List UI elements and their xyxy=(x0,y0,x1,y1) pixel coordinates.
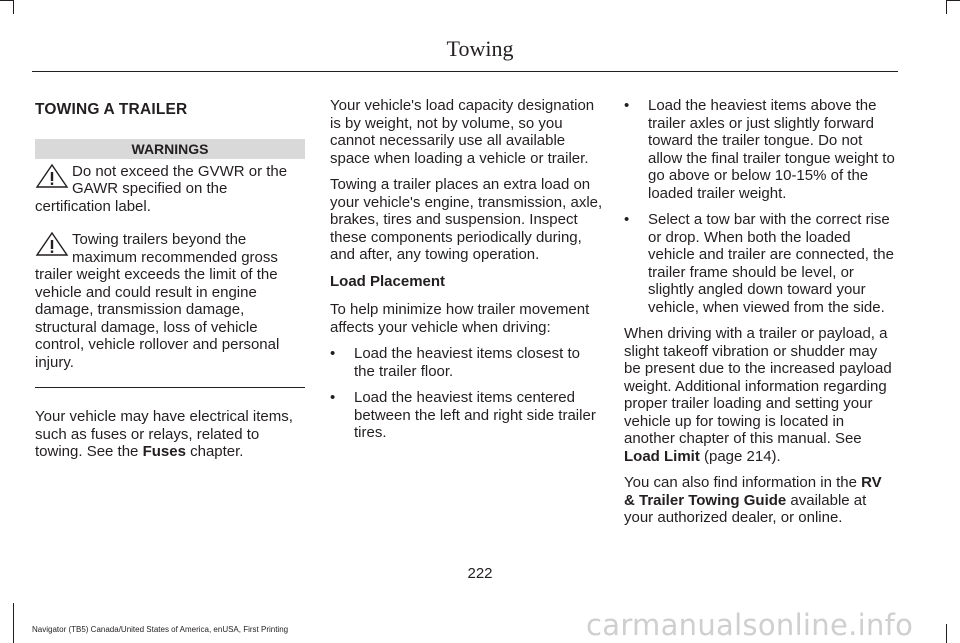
warning-block-2 xyxy=(35,231,305,371)
towing-guide-reference: RV & Trailer Towing Guide xyxy=(624,474,882,509)
page-number: 222 xyxy=(467,565,493,582)
page-header-title: Towing xyxy=(446,36,514,61)
warning-triangle-icon xyxy=(35,231,71,259)
section-title: TOWING A TRAILER xyxy=(35,101,188,118)
crop-mark xyxy=(946,624,947,643)
towing-guide-paragraph xyxy=(624,474,896,527)
extra-load-paragraph: Towing a trailer places an extra load on your vehicle's engine, transmission, axle, brakes, tires and suspension. Inspect these components periodically during, and after, any towing operation. xyxy=(330,176,603,263)
crop-mark xyxy=(13,0,14,14)
electrical-items-paragraph xyxy=(35,408,305,461)
warning-block-1 xyxy=(35,163,305,216)
load-placement-list xyxy=(330,345,603,442)
crop-mark xyxy=(946,0,960,1)
warning-text-2: Towing trailers beyond the maximum recommended gross trailer weight exceeds the limit of the vehicle and could result in engine damage, transmission damage, structural damage, loss of vehicle control, vehicle rollover and personal injury. xyxy=(35,231,280,371)
warning-triangle-icon xyxy=(35,163,71,191)
list-item: • Select a tow bar with the correct rise or drop. When both the loaded vehicle and trailer are connected, the trailer frame should be level, or slightly angled down toward your vehicle, when viewed from the side. xyxy=(624,211,896,316)
paragraph-text: chapter. xyxy=(185,443,244,460)
crop-mark xyxy=(13,603,14,643)
load-limit-reference: Load Limit xyxy=(624,447,700,465)
warnings-divider xyxy=(35,387,305,388)
watermark: carmanualsonline.info xyxy=(586,608,914,642)
column-left xyxy=(35,97,305,470)
paragraph-text: When driving with a trailer or payload, a slight takeoff vibration or shudder may be present due to the increased payload weight. Additional information regarding proper trailer loading and setting your vehicle up for towing is located in another chapter of this manual. See xyxy=(624,325,892,447)
paragraph-text: available at your authorized dealer, or online. xyxy=(624,491,867,526)
paragraph-text: (page 214). xyxy=(699,447,781,465)
list-item: • Load the heaviest items closest to the trailer floor. xyxy=(330,345,603,380)
paragraph-text: Your vehicle may have electrical items, such as fuses or relays, related to towing. See the xyxy=(35,408,293,460)
load-capacity-paragraph: Your vehicle's load capacity designation is by weight, not by volume, so you cannot necessarily use all available space when loading a vehicle or trailer. xyxy=(330,97,595,167)
trailer-movement-paragraph: To help minimize how trailer movement affects your vehicle when driving: xyxy=(330,301,590,336)
load-placement-list-continued xyxy=(624,97,896,316)
column-right xyxy=(624,97,896,536)
list-item: • Load the heaviest items above the trailer axles or just slightly forward toward the trailer tongue. Do not allow the final trailer tongue weight to go above or below 10-15% of the loaded trailer weight. xyxy=(624,97,896,202)
list-item: • Load the heaviest items centered between the left and right side trailer tires. xyxy=(330,389,603,442)
paragraph-text: You can also find information in the xyxy=(624,474,862,491)
crop-mark xyxy=(946,0,947,14)
edition-footer: Navigator (TB5) Canada/United States of America, enUSA, First Printing xyxy=(32,625,289,634)
header-divider xyxy=(32,71,898,72)
takeoff-vibration-paragraph xyxy=(624,325,896,465)
warning-text-1: Do not exceed the GVWR or the GAWR specified on the certification label. xyxy=(35,162,288,215)
column-middle xyxy=(330,97,603,451)
fuses-chapter-reference: Fuses xyxy=(142,443,186,460)
warnings-heading: WARNINGS xyxy=(35,139,305,159)
load-placement-heading: Load Placement xyxy=(330,272,446,290)
crop-mark xyxy=(0,0,14,1)
